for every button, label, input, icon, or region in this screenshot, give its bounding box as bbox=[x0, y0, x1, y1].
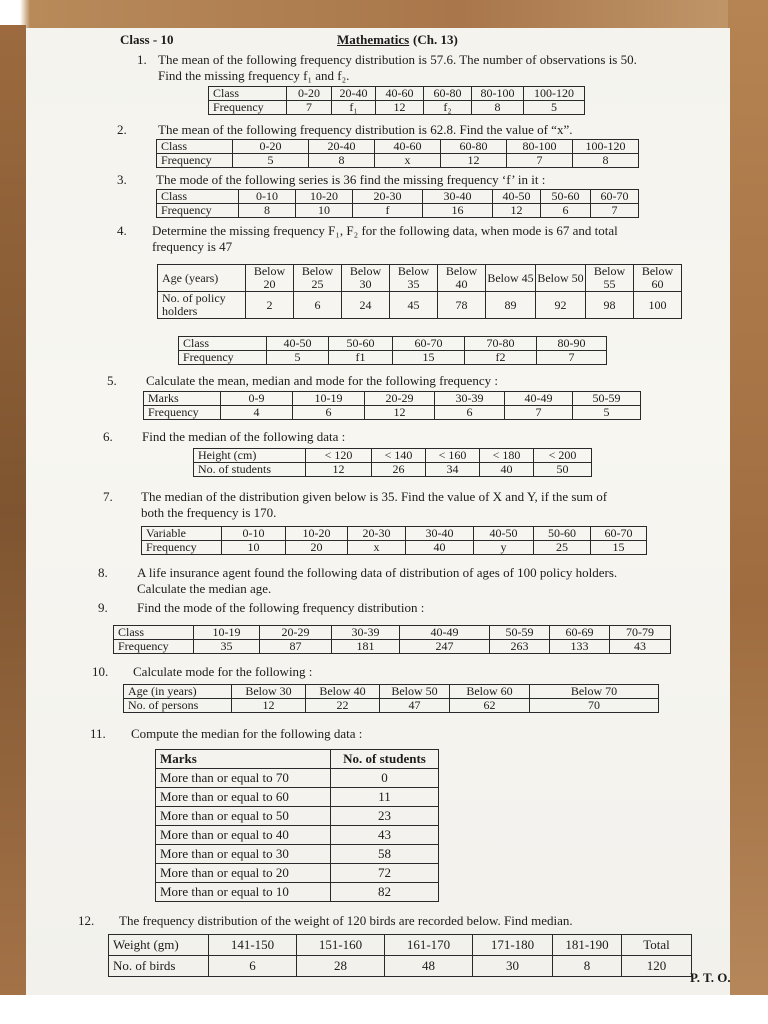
q6-number: 6. bbox=[103, 429, 113, 444]
table-cell: f1 bbox=[329, 351, 393, 365]
table-cell: 10-19 bbox=[194, 626, 260, 640]
table-cell: 0-10 bbox=[222, 527, 286, 541]
table-cell: Below 60 bbox=[450, 685, 530, 699]
table-cell: 72 bbox=[331, 864, 439, 883]
table-row bbox=[157, 204, 639, 218]
q9-table bbox=[113, 625, 671, 654]
table-cell: 8 bbox=[573, 154, 639, 168]
table-row-label: Class bbox=[157, 140, 233, 154]
table-cell: 7 bbox=[287, 101, 332, 115]
table-cell: 50 bbox=[534, 463, 592, 477]
table-cell: 30-40 bbox=[406, 527, 474, 541]
table-cell: f bbox=[353, 204, 423, 218]
table-cell: Total bbox=[622, 935, 692, 956]
table-row-label: No. of persons bbox=[124, 699, 232, 713]
table-cell: 16 bbox=[423, 204, 493, 218]
table-cell: Below 30 bbox=[232, 685, 306, 699]
table-cell: < 180 bbox=[480, 449, 534, 463]
table-row bbox=[142, 541, 647, 555]
table-cell: Below 40 bbox=[438, 265, 486, 292]
q2-text: The mean of the following frequency distribution is 62.8. Find the value of “x”. bbox=[158, 122, 573, 137]
table-row-label: Frequency bbox=[179, 351, 267, 365]
table-cell: 28 bbox=[297, 956, 385, 977]
table-cell: 48 bbox=[385, 956, 473, 977]
table-cell: 58 bbox=[331, 845, 439, 864]
q1-number: 1. bbox=[137, 52, 147, 67]
table-cell: 0-20 bbox=[233, 140, 309, 154]
table-row-label: No. of students bbox=[194, 463, 306, 477]
q6-table bbox=[193, 448, 592, 477]
table-cell: < 200 bbox=[534, 449, 592, 463]
table-row-label: More than or equal to 40 bbox=[156, 826, 331, 845]
table-cell: 6 bbox=[209, 956, 297, 977]
table-cell: 5 bbox=[573, 406, 641, 420]
table-row bbox=[124, 685, 659, 699]
q3-table bbox=[156, 189, 639, 218]
table-cell: 133 bbox=[550, 640, 610, 654]
q4-text-line2: frequency is 47 bbox=[152, 239, 233, 254]
table-cell: 12 bbox=[376, 101, 424, 115]
table-cell: 100-120 bbox=[524, 87, 585, 101]
table-row bbox=[194, 449, 592, 463]
table-cell: 35 bbox=[194, 640, 260, 654]
table-cell: 47 bbox=[380, 699, 450, 713]
table-cell: 20-30 bbox=[353, 190, 423, 204]
table-cell: 60-80 bbox=[424, 87, 472, 101]
table-row-label: Frequency bbox=[144, 406, 221, 420]
table-cell: f2 bbox=[465, 351, 537, 365]
table-cell: 80-90 bbox=[537, 337, 607, 351]
table-cell: 80-100 bbox=[507, 140, 573, 154]
table-cell: 78 bbox=[438, 292, 486, 319]
table-row bbox=[124, 699, 659, 713]
table-row-label: More than or equal to 20 bbox=[156, 864, 331, 883]
q2-number: 2. bbox=[117, 122, 127, 137]
table-row bbox=[157, 154, 639, 168]
table-cell: 20-40 bbox=[332, 87, 376, 101]
table-cell: 0-9 bbox=[221, 392, 293, 406]
table-cell: 141-150 bbox=[209, 935, 297, 956]
table-cell: 6 bbox=[541, 204, 591, 218]
table-cell: Below 30 bbox=[342, 265, 390, 292]
table-row bbox=[179, 337, 607, 351]
table-cell: 30-39 bbox=[435, 392, 505, 406]
table-cell: 20-30 bbox=[348, 527, 406, 541]
table-row-label: Variable bbox=[142, 527, 222, 541]
table-cell: 40-50 bbox=[493, 190, 541, 204]
table-cell: 20-29 bbox=[365, 392, 435, 406]
table-row bbox=[109, 935, 692, 956]
table-cell: 8 bbox=[239, 204, 296, 218]
table-cell: 87 bbox=[260, 640, 332, 654]
table-row-label: Frequency bbox=[114, 640, 194, 654]
q7-text-line2: both the frequency is 170. bbox=[141, 505, 277, 520]
table-cell: 5 bbox=[267, 351, 329, 365]
table-cell: 0 bbox=[331, 769, 439, 788]
table-cell: 161-170 bbox=[385, 935, 473, 956]
table-cell: 0-20 bbox=[287, 87, 332, 101]
table-cell: 15 bbox=[393, 351, 465, 365]
table-row bbox=[157, 190, 639, 204]
table-row bbox=[157, 140, 639, 154]
q8-number: 8. bbox=[98, 565, 108, 580]
table-row-label: More than or equal to 60 bbox=[156, 788, 331, 807]
table-cell: Below 70 bbox=[530, 685, 659, 699]
table-cell: Below 50 bbox=[536, 265, 586, 292]
q4-number: 4. bbox=[117, 223, 127, 238]
table-cell: 40-49 bbox=[505, 392, 573, 406]
table-cell: 181-190 bbox=[553, 935, 622, 956]
table-row bbox=[179, 351, 607, 365]
table-cell: 80-100 bbox=[472, 87, 524, 101]
table-cell: 171-180 bbox=[473, 935, 553, 956]
table-row-label: Frequency bbox=[157, 204, 239, 218]
table-row bbox=[158, 265, 682, 292]
table-cell: 60-70 bbox=[591, 190, 639, 204]
table-row-label: Frequency bbox=[157, 154, 233, 168]
table-cell: 50-60 bbox=[329, 337, 393, 351]
table-row-label: No. of policy holders bbox=[158, 292, 246, 319]
table-cell: Below 60 bbox=[634, 265, 682, 292]
q1-text-line1: The mean of the following frequency distribution is 57.6. The number of observations is 50. bbox=[158, 52, 637, 67]
table-row bbox=[156, 750, 439, 769]
table-row bbox=[194, 463, 592, 477]
table-cell: 22 bbox=[306, 699, 380, 713]
table-cell: 40-50 bbox=[267, 337, 329, 351]
table-row bbox=[158, 292, 682, 319]
table-cell: 43 bbox=[331, 826, 439, 845]
table-cell: 60-69 bbox=[550, 626, 610, 640]
table-cell: Below 50 bbox=[380, 685, 450, 699]
table-cell: No. of students bbox=[331, 750, 439, 769]
table-cell: 0-10 bbox=[239, 190, 296, 204]
q4-table-frequency bbox=[178, 336, 607, 365]
table-row bbox=[156, 883, 439, 902]
q12-number: 12. bbox=[78, 913, 95, 928]
table-cell: 24 bbox=[342, 292, 390, 319]
table-cell: 7 bbox=[537, 351, 607, 365]
table-row-label: Class bbox=[209, 87, 287, 101]
table-cell: 11 bbox=[331, 788, 439, 807]
table-row bbox=[156, 769, 439, 788]
table-cell: 5 bbox=[233, 154, 309, 168]
table-row bbox=[144, 392, 641, 406]
table-cell: 10-20 bbox=[296, 190, 353, 204]
table-cell: 181 bbox=[332, 640, 400, 654]
table-cell: < 160 bbox=[426, 449, 480, 463]
table-cell: y bbox=[474, 541, 534, 555]
table-row bbox=[109, 956, 692, 977]
table-cell: 50-59 bbox=[490, 626, 550, 640]
chapter-label: (Ch. 13) bbox=[413, 32, 458, 47]
table-cell: 120 bbox=[622, 956, 692, 977]
table-cell: 70-80 bbox=[465, 337, 537, 351]
table-cell: 7 bbox=[591, 204, 639, 218]
table-cell: 50-60 bbox=[534, 527, 591, 541]
table-cell: x bbox=[348, 541, 406, 555]
table-cell: 30-40 bbox=[423, 190, 493, 204]
table-row-label: Frequency bbox=[209, 101, 287, 115]
q5-table bbox=[143, 391, 641, 420]
table-row bbox=[156, 807, 439, 826]
table-cell: 70 bbox=[530, 699, 659, 713]
table-cell: 45 bbox=[390, 292, 438, 319]
table-cell: 60-70 bbox=[393, 337, 465, 351]
q9-number: 9. bbox=[98, 600, 108, 615]
table-row-label: Class bbox=[114, 626, 194, 640]
table-cell: 40-49 bbox=[400, 626, 490, 640]
table-cell: 20-29 bbox=[260, 626, 332, 640]
table-row-label: More than or equal to 50 bbox=[156, 807, 331, 826]
table-row-label: Weight (gm) bbox=[109, 935, 209, 956]
table-cell: 26 bbox=[372, 463, 426, 477]
q3-text: The mode of the following series is 36 find the missing frequency ‘f’ in it : bbox=[156, 172, 546, 187]
table-cell: 263 bbox=[490, 640, 550, 654]
table-cell: 43 bbox=[610, 640, 671, 654]
table-cell: 40-60 bbox=[375, 140, 441, 154]
table-cell: 8 bbox=[472, 101, 524, 115]
table-cell: 100-120 bbox=[573, 140, 639, 154]
table-row bbox=[114, 626, 671, 640]
q10-text: Calculate mode for the following : bbox=[133, 664, 313, 679]
table-cell: 10 bbox=[222, 541, 286, 555]
table-row-label: Age (years) bbox=[158, 265, 246, 292]
table-cell: < 140 bbox=[372, 449, 426, 463]
table-cell: 40 bbox=[480, 463, 534, 477]
table-cell: 20 bbox=[286, 541, 348, 555]
table-cell: Below 35 bbox=[390, 265, 438, 292]
table-cell: 151-160 bbox=[297, 935, 385, 956]
q5-text: Calculate the mean, median and mode for the following frequency : bbox=[146, 373, 498, 388]
table-cell: Below 55 bbox=[586, 265, 634, 292]
q12-table bbox=[108, 934, 692, 977]
q11-table bbox=[155, 749, 439, 902]
table-cell: 4 bbox=[221, 406, 293, 420]
background-wood-top bbox=[0, 0, 768, 30]
table-cell: 12 bbox=[232, 699, 306, 713]
table-cell: 60-80 bbox=[441, 140, 507, 154]
table-cell: 92 bbox=[536, 292, 586, 319]
table-cell: 10-19 bbox=[293, 392, 365, 406]
table-row-label: More than or equal to 30 bbox=[156, 845, 331, 864]
table-cell: Below 25 bbox=[294, 265, 342, 292]
q1-table bbox=[208, 86, 585, 115]
table-cell: 98 bbox=[586, 292, 634, 319]
background-wood-right bbox=[728, 0, 768, 1000]
table-cell: 30 bbox=[473, 956, 553, 977]
q7-number: 7. bbox=[103, 489, 113, 504]
table-row-label: Class bbox=[179, 337, 267, 351]
table-cell: 12 bbox=[306, 463, 372, 477]
table-cell: 247 bbox=[400, 640, 490, 654]
table-cell: 30-39 bbox=[332, 626, 400, 640]
table-row bbox=[156, 845, 439, 864]
table-cell: 40-60 bbox=[376, 87, 424, 101]
q1-text-line2: Find the missing frequency f₁ and f₂. bbox=[158, 68, 350, 83]
table-cell: f₁ bbox=[332, 101, 376, 115]
table-cell: 6 bbox=[293, 406, 365, 420]
table-row-label: Age (in years) bbox=[124, 685, 232, 699]
q11-text: Compute the median for the following data : bbox=[131, 726, 363, 741]
table-cell: Below 40 bbox=[306, 685, 380, 699]
table-cell: 62 bbox=[450, 699, 530, 713]
table-row-label: Class bbox=[157, 190, 239, 204]
table-row bbox=[209, 87, 585, 101]
table-cell: Below 45 bbox=[486, 265, 536, 292]
table-row-label: More than or equal to 10 bbox=[156, 883, 331, 902]
table-cell: 6 bbox=[294, 292, 342, 319]
table-row-label: Marks bbox=[156, 750, 331, 769]
table-row-label: Marks bbox=[144, 392, 221, 406]
table-cell: 60-70 bbox=[591, 527, 647, 541]
table-cell: Below 20 bbox=[246, 265, 294, 292]
table-cell: 12 bbox=[365, 406, 435, 420]
q7-table bbox=[141, 526, 647, 555]
table-cell: f₂ bbox=[424, 101, 472, 115]
table-cell: 12 bbox=[441, 154, 507, 168]
background-wood-left bbox=[0, 25, 26, 1000]
q12-text: The frequency distribution of the weight of 120 birds are recorded below. Find median. bbox=[119, 913, 573, 928]
table-cell: 2 bbox=[246, 292, 294, 319]
table-row bbox=[142, 527, 647, 541]
table-cell: 20-40 bbox=[309, 140, 375, 154]
table-row bbox=[156, 788, 439, 807]
q6-text: Find the median of the following data : bbox=[142, 429, 346, 444]
table-cell: 34 bbox=[426, 463, 480, 477]
table-cell: 7 bbox=[505, 406, 573, 420]
q8-text-line2: Calculate the median age. bbox=[137, 581, 272, 596]
q9-text: Find the mode of the following frequency distribution : bbox=[137, 600, 425, 615]
table-cell: 70-79 bbox=[610, 626, 671, 640]
table-row bbox=[144, 406, 641, 420]
pto-label: P. T. O. bbox=[690, 970, 731, 985]
table-cell: 25 bbox=[534, 541, 591, 555]
q10-number: 10. bbox=[92, 664, 109, 679]
table-cell: < 120 bbox=[306, 449, 372, 463]
table-row bbox=[156, 864, 439, 883]
q2-table bbox=[156, 139, 639, 168]
q4-text-line1: Determine the missing frequency F₁, F₂ for the following data, when mode is 67 and total bbox=[152, 223, 618, 238]
table-cell: 8 bbox=[309, 154, 375, 168]
table-cell: 6 bbox=[435, 406, 505, 420]
table-cell: 5 bbox=[524, 101, 585, 115]
table-cell: 10 bbox=[296, 204, 353, 218]
table-cell: 82 bbox=[331, 883, 439, 902]
table-row-label: No. of birds bbox=[109, 956, 209, 977]
q10-table bbox=[123, 684, 659, 713]
table-row bbox=[156, 826, 439, 845]
table-cell: 23 bbox=[331, 807, 439, 826]
q5-number: 5. bbox=[107, 373, 117, 388]
table-row bbox=[209, 101, 585, 115]
table-cell: 12 bbox=[493, 204, 541, 218]
table-row-label: Frequency bbox=[142, 541, 222, 555]
table-cell: 50-59 bbox=[573, 392, 641, 406]
q11-number: 11. bbox=[90, 726, 106, 741]
q7-text-line1: The median of the distribution given below is 35. Find the value of X and Y, if the sum of bbox=[141, 489, 608, 504]
table-cell: 100 bbox=[634, 292, 682, 319]
table-cell: 50-60 bbox=[541, 190, 591, 204]
q3-number: 3. bbox=[117, 172, 127, 187]
class-label: Class - 10 bbox=[120, 32, 174, 47]
table-cell: 8 bbox=[553, 956, 622, 977]
q4-table-cumulative bbox=[157, 264, 682, 319]
q8-text-line1: A life insurance agent found the following data of distribution of ages of 100 policy holders. bbox=[137, 565, 618, 580]
table-cell: 89 bbox=[486, 292, 536, 319]
table-row bbox=[114, 640, 671, 654]
table-cell: 10-20 bbox=[286, 527, 348, 541]
table-cell: 7 bbox=[507, 154, 573, 168]
table-row-label: Height (cm) bbox=[194, 449, 306, 463]
table-cell: 40-50 bbox=[474, 527, 534, 541]
subject-title: Mathematics bbox=[337, 32, 410, 47]
table-row-label: More than or equal to 70 bbox=[156, 769, 331, 788]
background-bottom-margin bbox=[0, 995, 768, 1024]
table-cell: x bbox=[375, 154, 441, 168]
table-cell: 40 bbox=[406, 541, 474, 555]
table-cell: 15 bbox=[591, 541, 647, 555]
